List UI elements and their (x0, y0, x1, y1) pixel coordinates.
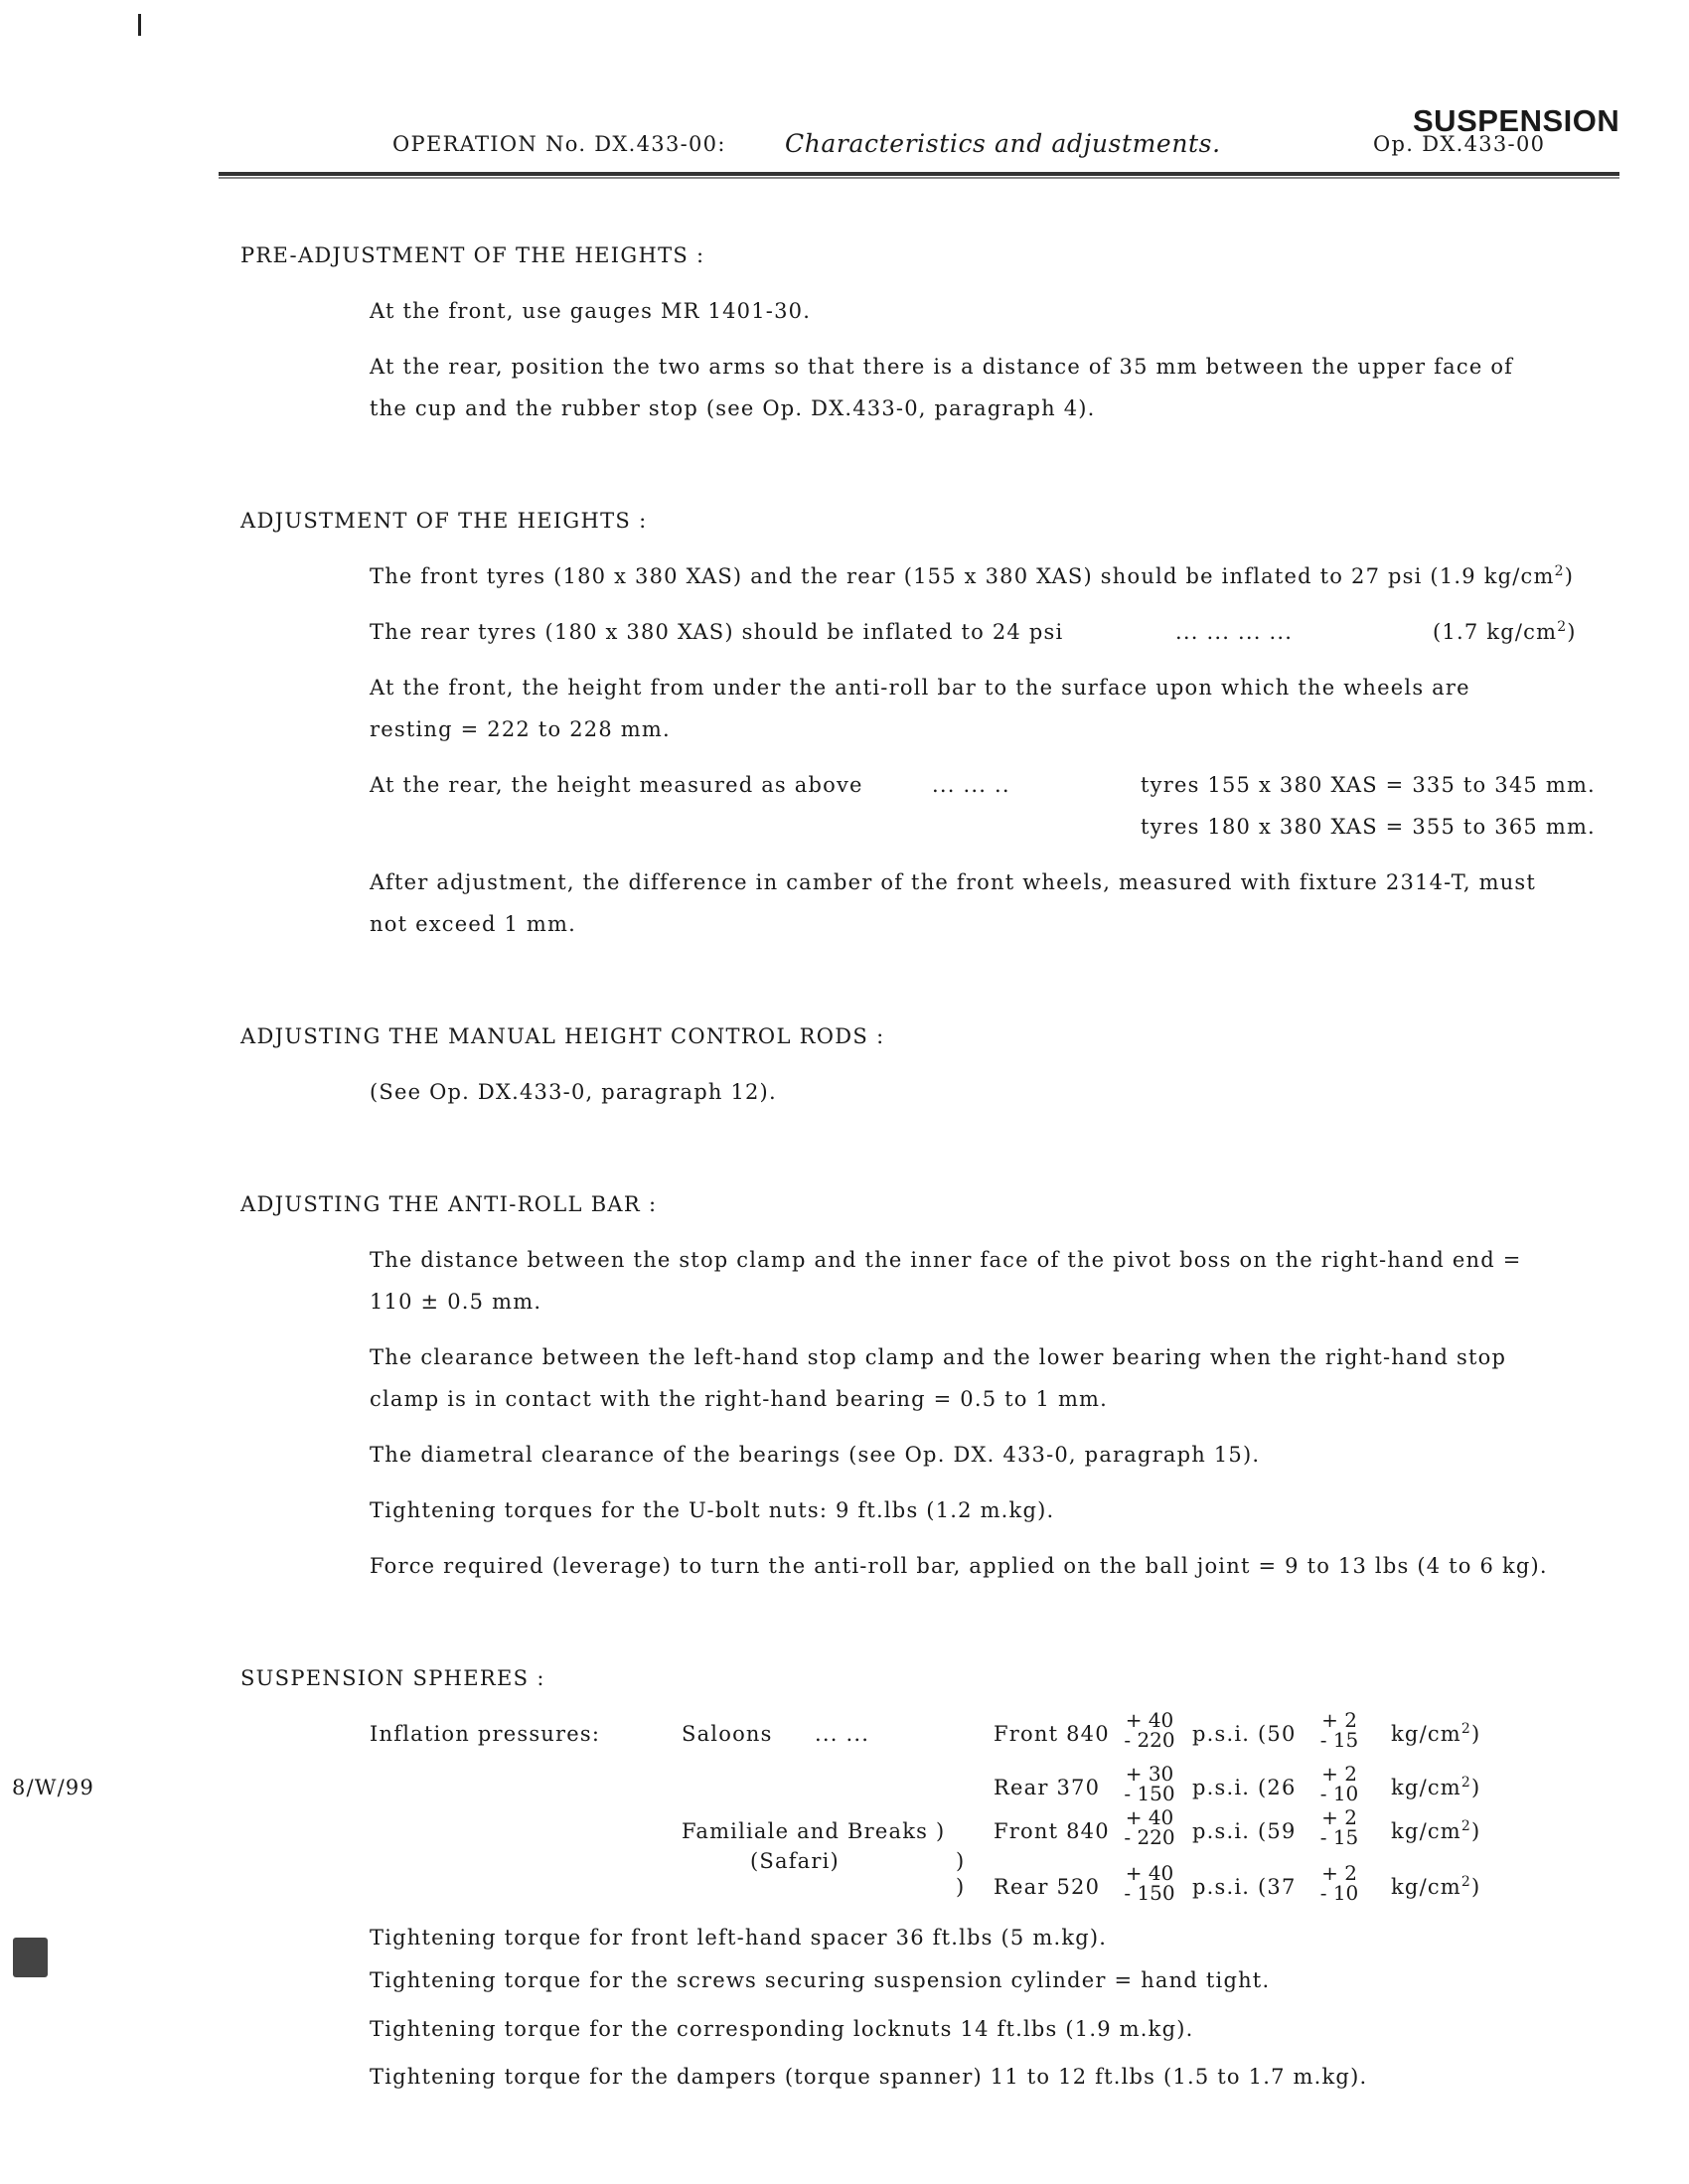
familiale-bracket-1: ) (956, 1849, 966, 1873)
tolerance-minus: - 15 (1319, 1728, 1359, 1752)
bearing-clearance: The diametral clearance of the bearings (see Op. DX. 433-0, paragraph 15). (370, 1443, 1261, 1467)
tyre-pressure-value: (1.7 $kg/cm^2$) (1433, 619, 1577, 644)
tyre-pressure-dots: ... ... ... ... (1175, 620, 1294, 644)
anti-roll-force: Force required (leverage) to turn the anti-roll bar, applied on the ball joint = 9 to 13 lbs (4 to 6 kg). (370, 1554, 1548, 1578)
clamp-clearance-line2: clamp is in contact with the right-hand bearing = 0.5 to 1 mm. (370, 1387, 1109, 1411)
pre-adjustment-heading: PRE-ADJUSTMENT OF THE HEIGHTS : (240, 243, 705, 267)
familiale-bracket-2: ) (956, 1875, 966, 1899)
tolerance-plus: + 40 (1125, 1805, 1174, 1829)
sphere-psi-tolerance (1115, 1807, 1184, 1847)
tolerance-minus: - 220 (1124, 1825, 1175, 1849)
sphere-position: Front 840 (994, 1819, 1110, 1843)
u-bolt-torque: Tightening torques for the U-bolt nuts: 9 ft.lbs (1.2 m.kg). (370, 1498, 1055, 1522)
page-title: Characteristics and adjustments. (785, 129, 1221, 158)
anti-roll-heading: ADJUSTING THE ANTI-ROLL BAR : (240, 1192, 658, 1216)
tolerance-plus: + 2 (1321, 1861, 1357, 1885)
tolerance-minus: - 150 (1124, 1782, 1175, 1805)
tolerance-plus: + 30 (1125, 1762, 1174, 1786)
section-title: SUSPENSION (1413, 103, 1620, 138)
sphere-position: Front 840 (994, 1722, 1110, 1746)
familiale-label: Familiale and Breaks ) (682, 1819, 946, 1843)
tolerance-plus: + 2 (1321, 1708, 1357, 1732)
operation-reference: Op. DX.433-00 (1373, 132, 1546, 156)
pre-adjustment-rear-line2: the cup and the rubber stop (see Op. DX.433-0, paragraph 4). (370, 396, 1096, 420)
saloons-label: Saloons (682, 1722, 773, 1746)
inflation-pressures-label: Inflation pressures: (370, 1722, 601, 1746)
sphere-psi-tolerance (1115, 1710, 1184, 1750)
camber-line1: After adjustment, the difference in camber of the front wheels, measured with fixture 2314-T, must (370, 870, 1537, 894)
rear-height-value-180: tyres 180 x 380 XAS = 355 to 365 mm. (1141, 815, 1596, 839)
pre-adjustment-front: At the front, use gauges MR 1401-30. (370, 299, 812, 323)
tolerance-plus: + 2 (1321, 1762, 1357, 1786)
front-height-line2: resting = 222 to 228 mm. (370, 717, 671, 741)
scan-blot (13, 1938, 48, 1977)
rear-height-value-155: tyres 155 x 380 XAS = 335 to 345 mm. (1141, 773, 1596, 797)
rear-height-label: At the rear, the height measured as above (370, 773, 863, 797)
header-rule (219, 172, 1619, 176)
pre-adjustment-rear-line1: At the rear, position the two arms so that there is a distance of 35 mm between the upper face of (370, 355, 1514, 379)
operation-number: OPERATION No. DX.433-00: (392, 132, 726, 156)
sphere-kg-tolerance (1317, 1807, 1361, 1847)
saloons-dots: ... ... (815, 1722, 870, 1746)
sphere-kg-tolerance (1317, 1764, 1361, 1803)
camber-line2: not exceed 1 mm. (370, 912, 577, 936)
margin-note: 8/W/99 (12, 1776, 95, 1799)
manual-rods-reference: (See Op. DX.433-0, paragraph 12). (370, 1080, 777, 1104)
cylinder-screw-torque: Tightening torque for the screws securing suspension cylinder = hand tight. (370, 1968, 1271, 1992)
tolerance-minus: - 10 (1319, 1782, 1359, 1805)
rear-height-dots: ... ... .. (932, 773, 1010, 797)
sphere-psi-tolerance (1115, 1764, 1184, 1803)
manual-rods-heading: ADJUSTING THE MANUAL HEIGHT CONTROL RODS : (240, 1024, 885, 1048)
tyre-pressure-line1: The front tyres (180 x 380 XAS) and the rear (155 x 380 XAS) should be inflated to 27 psi (1.9 $kg/cm^2$) (370, 563, 1575, 588)
stop-clamp-distance-line1: The distance between the stop clamp and the inner face of the pivot boss on the right-hand end = (370, 1248, 1522, 1272)
clamp-clearance-line1: The clearance between the left-hand stop clamp and the lower bearing when the right-hand stop (370, 1345, 1507, 1369)
sphere-kg-unit: $kg/cm^2$) (1391, 1721, 1481, 1746)
stop-clamp-distance-line2: 110 ± 0.5 mm. (370, 1290, 542, 1314)
spacer-torque: Tightening torque for front left-hand spacer 36 ft.lbs (5 m.kg). (370, 1926, 1108, 1950)
sphere-psi-unit: p.s.i. (50 (1192, 1722, 1297, 1746)
sphere-kg-unit: $kg/cm^2$) (1391, 1818, 1481, 1843)
sphere-psi-unit: p.s.i. (26 (1192, 1776, 1297, 1799)
tolerance-minus: - 150 (1124, 1881, 1175, 1905)
tolerance-minus: - 10 (1319, 1881, 1359, 1905)
sphere-kg-tolerance (1317, 1863, 1361, 1903)
sphere-psi-tolerance (1115, 1863, 1184, 1903)
spheres-heading: SUSPENSION SPHERES : (240, 1666, 545, 1690)
margin-tick-mark (138, 14, 141, 36)
tolerance-plus: + 40 (1125, 1708, 1174, 1732)
adjustment-heading: ADJUSTMENT OF THE HEIGHTS : (240, 509, 648, 533)
header-rule-shadow (219, 177, 1619, 179)
tolerance-plus: + 40 (1125, 1861, 1174, 1885)
damper-torque: Tightening torque for the dampers (torque spanner) 11 to 12 ft.lbs (1.5 to 1.7 m.kg). (370, 2065, 1368, 2089)
locknut-torque: Tightening torque for the corresponding locknuts 14 ft.lbs (1.9 m.kg). (370, 2017, 1194, 2041)
tolerance-minus: - 15 (1319, 1825, 1359, 1849)
sphere-kg-unit: $kg/cm^2$) (1391, 1874, 1481, 1899)
sphere-psi-unit: p.s.i. (37 (1192, 1875, 1297, 1899)
safari-label: (Safari) (750, 1849, 840, 1873)
sphere-kg-tolerance (1317, 1710, 1361, 1750)
tyre-pressure-line2: The rear tyres (180 x 380 XAS) should be inflated to 24 psi (370, 620, 1064, 644)
sphere-position: Rear 370 (994, 1776, 1101, 1799)
sphere-position: Rear 520 (994, 1875, 1101, 1899)
tolerance-minus: - 220 (1124, 1728, 1175, 1752)
sphere-psi-unit: p.s.i. (59 (1192, 1819, 1297, 1843)
tolerance-plus: + 2 (1321, 1805, 1357, 1829)
sphere-kg-unit: $kg/cm^2$) (1391, 1775, 1481, 1799)
front-height-line1: At the front, the height from under the anti-roll bar to the surface upon which the wheels are (370, 676, 1470, 700)
